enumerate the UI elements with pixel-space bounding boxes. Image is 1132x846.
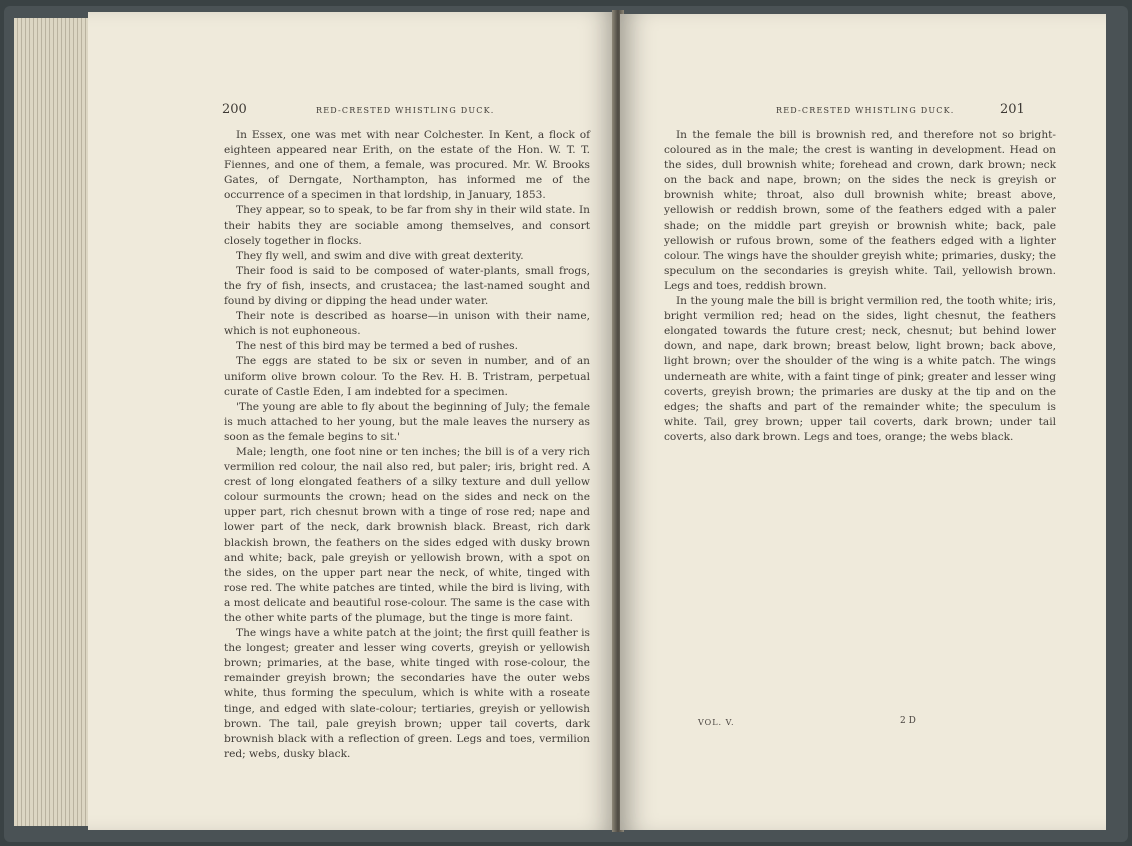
left-page	[88, 12, 616, 830]
paragraph: The nest of this bird may be termed a bed of rushes.	[236, 340, 518, 353]
paragraph: Their note is described as hoarse—in unison with their name, which is not euphoneous.	[224, 310, 590, 338]
paragraph: They fly well, and swim and dive with great dexterity.	[236, 249, 524, 262]
paragraph: 'The young are able to fly about the beginning of July; the female is much attached to her young, but the male leaves the nursery as soon as the female begins to sit.'	[224, 400, 590, 443]
running-head: RED-CRESTED WHISTLING DUCK.	[776, 106, 955, 115]
paragraph: In the female the bill is brownish red, and therefore not so bright-coloured as in the male; the crest is wanting in development. Head on the sides, dull brownish white; forehead and crown, dark brown; neck on the back and nape, brown; on the sides the neck is greyish or brownish white; throat, also dull brownish white; breast above, yellowish or reddish brown, some of the feathers edged with a paler shade; on the middle part greyish or brownish white; back, pale yellowish or rufous brown, some of the feathers edged with a lighter colour. The wings have the shoulder greyish white; primaries, dusky; the speculum on the secondaries is greyish white. Tail, yellowish brown. Legs and toes, reddish brown.	[664, 129, 1056, 292]
footer-volume: VOL. V.	[698, 718, 735, 727]
footer-signature: 2 D	[900, 716, 916, 726]
page-number: 200	[222, 102, 247, 117]
body-text	[664, 128, 1056, 445]
paragraph: In Essex, one was met with near Colchester. In Kent, a flock of eighteen appeared near Erith, on the estate of the Hon. W. T. T. Fiennes, and one of them, a female, was procured. Mr. W. Brooks Gates, of Derngate, Northampton, has informed me of the occurrence of a specimen in that lordship, in January, 1853.	[224, 129, 590, 202]
running-head: RED-CRESTED WHISTLING DUCK.	[316, 106, 495, 115]
paragraph: Their food is said to be composed of water-plants, small frogs, the fry of fish, insects, and crustacea; the last-named sought and found by diving or dipping the head under water.	[224, 264, 590, 308]
paragraph: Male; length, one foot nine or ten inches; the bill is of a very rich vermilion red colour, the nail also red, but paler; iris, bright red. A crest of long elongated feathers of a silky texture and dull yellow colour surmounts the crown; head on the sides and neck on the upper part, rich chesnut brown with a tinge of rose red; nape and lower part of the neck, dark brownish black. Breast, rich dark blackish brown, the feathers on the sides edged with dusky brown and white; back, pale greyish or yellowish brown, with a spot on the sides, on the upper part near the neck, of white, tinged with rose red. The white patches are tinted, while the bird is living, with a most delicate and beautiful rose-colour. The same is the case with the other white parts of the plumage, but the tinge is more faint.	[224, 445, 590, 624]
right-page	[620, 14, 1106, 830]
paragraph: The wings have a white patch at the joint; the first quill feather is the longest; greater and lesser wing coverts, greyish or yellowish brown; primaries, at the base, white tinged with rose-colour, the remainder greyish brown; the secondaries have the outer webs white, thus forming the speculum, which is white with a roseate tinge, and edged with slate-colour; tertiaries, greyish or yellowish brown. The tail, pale greyish brown; upper tail coverts, dark brownish black with a reflection of green. Legs and toes, vermilion red; webs, dusky black.	[224, 627, 590, 760]
body-text	[224, 128, 590, 762]
page-number: 201	[1000, 102, 1025, 117]
paragraph: In the young male the bill is bright vermilion red, the tooth white; iris, bright vermilion red; head on the sides, light chesnut, the feathers elongated towards the future crest; neck, chesnut; but behind lower down, and nape, dark brown; breast below, light brown; back above, light brown; over the shoulder of the wing is a white patch. The wings underneath are white, with a faint tinge of pink; greater and lesser wing coverts, greyish brown; the primaries are dusky at the tip and on the edges; the shafts and part of the remainder white; the speculum is white. Tail, grey brown; upper tail coverts, dark brown; under tail coverts, also dark brown. Legs and toes, orange; the webs black.	[664, 295, 1056, 443]
paragraph: They appear, so to speak, to be far from shy in their wild state. In their habits they are sociable among themselves, and consort closely together in flocks.	[224, 204, 590, 247]
paragraph: The eggs are stated to be six or seven in number, and of an uniform olive brown colour. To the Rev. H. B. Tristram, perpetual curate of Castle Eden, I am indebted for a specimen.	[224, 355, 590, 398]
